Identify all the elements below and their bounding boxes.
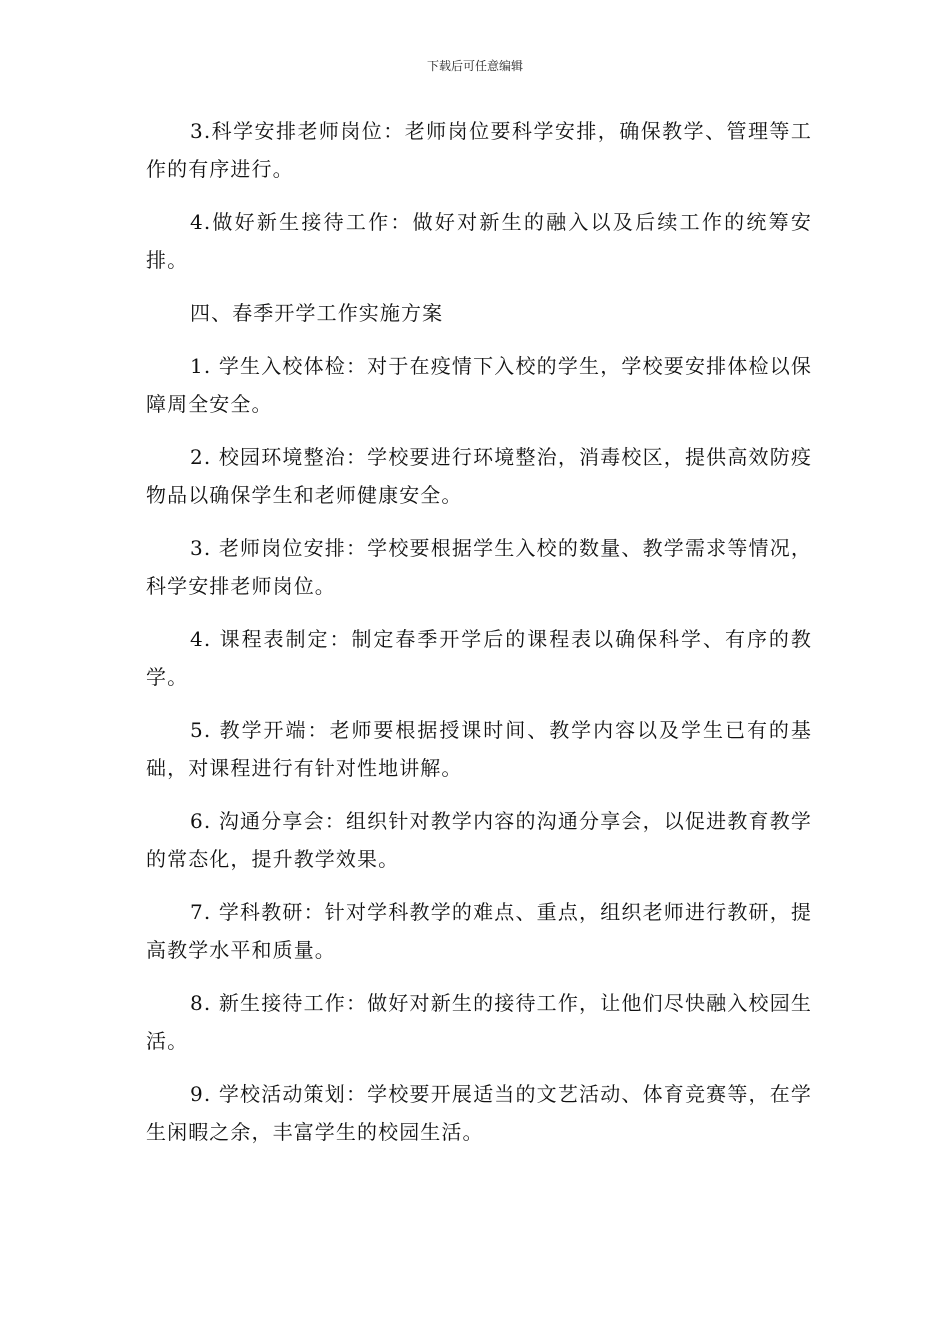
list-item-teaching-start: 5. 教学开端：老师要根据授课时间、教学内容以及学生已有的基础，对课程进行有针对性地讲解。 [146, 718, 812, 780]
page-header: 下载后可任意编辑 [426, 59, 523, 73]
document-body [146, 112, 812, 1166]
list-item-new-student-reception: 8. 新生接待工作：做好对新生的接待工作，让他们尽快融入校园生活。 [146, 991, 812, 1053]
list-item-sharing-session: 6. 沟通分享会：组织针对教学内容的沟通分享会，以促进教育教学的常态化，提升教学效果。 [146, 809, 812, 871]
paragraph-freshman-reception: 4.做好新生接待工作：做好对新生的融入以及后续工作的统筹安排。 [146, 210, 812, 272]
list-item-subject-research: 7. 学科教研：针对学科教学的难点、重点，组织老师进行教研，提高教学水平和质量。 [146, 900, 812, 962]
list-item-timetable: 4. 课程表制定：制定春季开学后的课程表以确保科学、有序的教学。 [146, 627, 812, 689]
list-item-health-check: 1. 学生入校体检：对于在疫情下入校的学生，学校要安排体检以保障周全安全。 [146, 354, 812, 416]
section-heading: 四、春季开学工作实施方案 [190, 301, 444, 325]
paragraph-teacher-posts: 3.科学安排老师岗位：老师岗位要科学安排，确保教学、管理等工作的有序进行。 [146, 119, 812, 181]
list-item-campus-cleanup: 2. 校园环境整治：学校要进行环境整治，消毒校区，提供高效防疫物品以确保学生和老师健康安全。 [146, 445, 812, 507]
list-item-teacher-arrangement: 3. 老师岗位安排：学校要根据学生入校的数量、教学需求等情况，科学安排老师岗位。 [146, 536, 812, 598]
list-item-school-activities: 9. 学校活动策划：学校要开展适当的文艺活动、体育竞赛等，在学生闲暇之余，丰富学生的校园生活。 [146, 1082, 812, 1144]
